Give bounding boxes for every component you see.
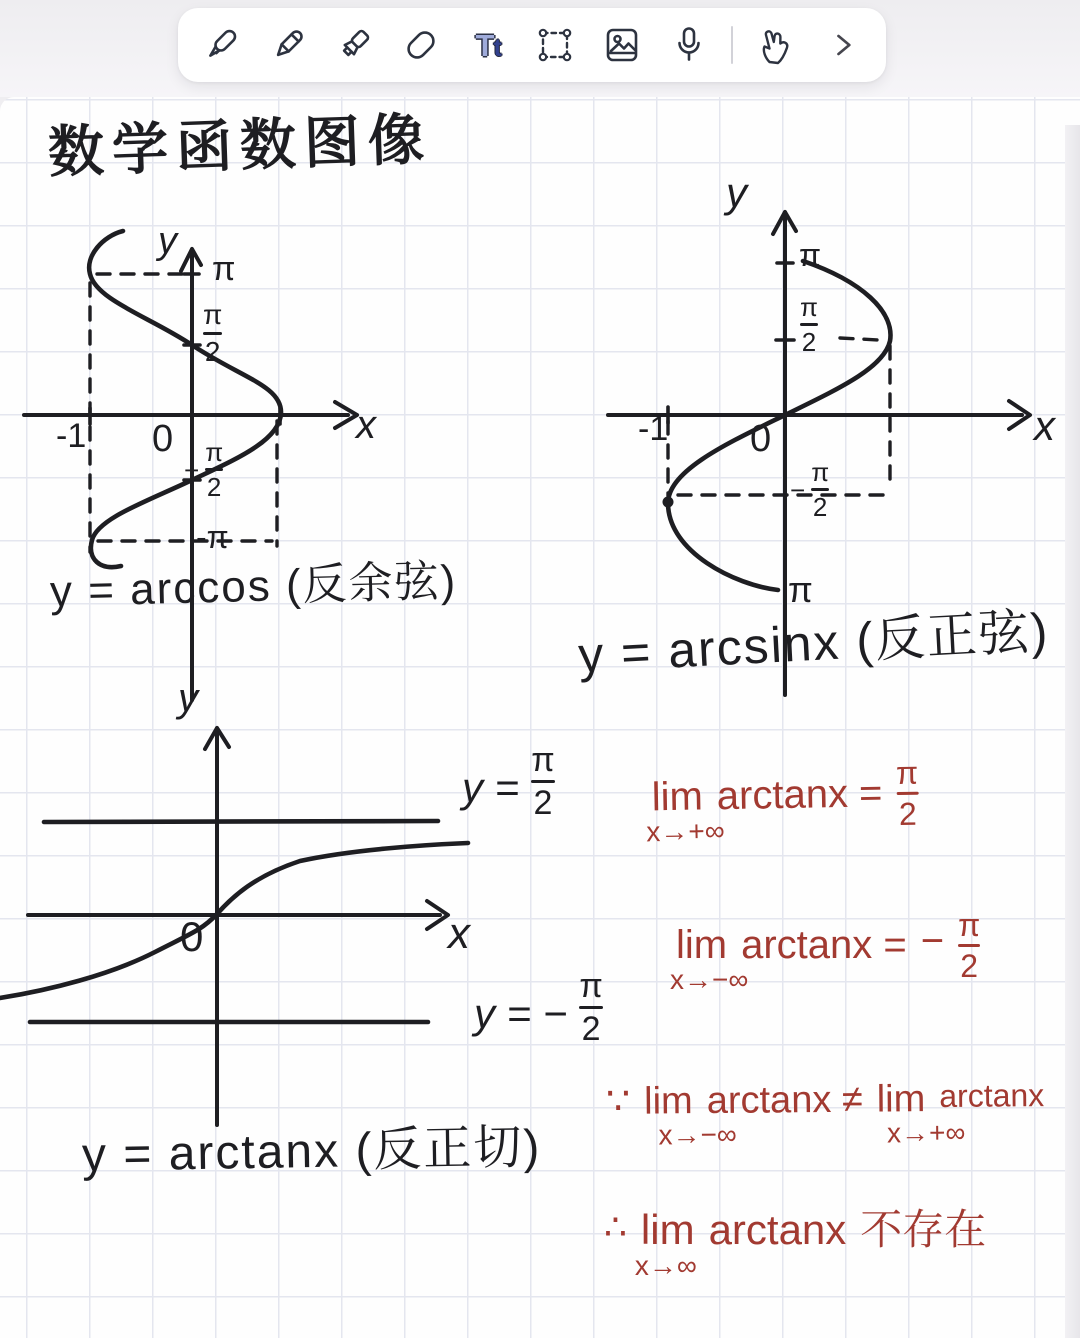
eraser-tool-button[interactable] [397, 21, 445, 69]
arctan-asymptote-top-label: y = $\frac{\pi}{2}$ [462, 741, 555, 822]
highlighter-tool-button[interactable] [330, 21, 378, 69]
image-icon [600, 23, 644, 67]
therefore-symbol: ∴ [604, 1206, 627, 1247]
arctan-graph-strokes [0, 728, 468, 1125]
arcsin-caption: y = arcsinx (反正弦) [576, 602, 1051, 684]
insert-image-button[interactable] [598, 21, 646, 69]
hand-gesture-tool-button[interactable] [752, 21, 800, 69]
chevron-right-icon [825, 27, 861, 63]
lim-operator: lim [651, 774, 704, 820]
arccos-y-axis-label: y [158, 220, 177, 262]
text-tool-icon: Tt [475, 27, 501, 63]
arccos-tick-pi-over-2: π 2 [203, 299, 223, 367]
lim-operator: lim [876, 1078, 926, 1121]
arctan-y-axis-label: y [178, 676, 198, 720]
lim-operator: lim [644, 1080, 693, 1123]
arctan-origin-label: 0 [180, 913, 204, 960]
note-title: 数学函数图像 [47, 107, 433, 184]
arccos-x-axis-label: x [356, 403, 376, 447]
limit-note-pos-infinity: lim x→+∞ arctanx = $\frac{\pi}{2}$ [646, 754, 919, 848]
arccos-tick-neg-pi-over-2: − $\frac{\pi}{2}$ [184, 437, 224, 502]
hand-pointer-icon [754, 23, 798, 67]
limit-subscript: x→+∞ [646, 814, 725, 848]
arctan-asymptote-bottom-label: y = − $\frac{\pi}{2}$ [474, 967, 603, 1048]
arccos-tick-neg-pi: -π [196, 519, 229, 555]
arcsin-tick-pi-top: π [799, 237, 822, 273]
arcsin-tick-neg-pi-over-2: − $\frac{\pi}{2}$ [790, 457, 830, 522]
arccos-origin-label: 0 [152, 418, 174, 460]
microphone-icon [667, 23, 711, 67]
limit-subscript: x→−∞ [658, 1118, 737, 1151]
arcsin-origin-label: 0 [750, 418, 772, 460]
pen-tool-button[interactable] [197, 21, 245, 69]
lasso-select-tool-button[interactable] [531, 21, 579, 69]
lim-operator: lim [676, 923, 728, 967]
page-right-edge [1065, 125, 1080, 1338]
pencil-icon [266, 23, 310, 67]
arctan-caption: y = arctanx (反正切) [81, 1120, 542, 1183]
pencil-tool-button[interactable] [264, 21, 312, 69]
more-tools-button[interactable] [819, 21, 867, 69]
record-audio-button[interactable] [665, 21, 713, 69]
arcsin-tick-neg-1: -1 [638, 410, 669, 448]
does-not-exist-text: 不存在 [860, 1206, 987, 1253]
limit-note-conclusion: ∴ lim x→∞ arctanx 不存在 [604, 1206, 987, 1281]
eraser-icon [399, 23, 443, 67]
limit-note-because-unequal: ∵ lim x→−∞ arctanx ≠ lim x→+∞ arctanx [605, 1077, 1045, 1151]
limit-subscript: x→−∞ [670, 963, 749, 995]
arccos-caption: y = arccos (反余弦) [49, 556, 458, 617]
arcsin-tick-pi-over-2: π 2 [800, 292, 818, 357]
toolbar-divider [731, 26, 733, 64]
pen-icon [199, 23, 243, 67]
arcsin-x-axis-label: x [1034, 402, 1055, 449]
lim-operator: lim [640, 1206, 695, 1253]
fraction-pi-over-2: $\frac{\pi}{2}$ [895, 754, 919, 833]
note-page[interactable] [0, 97, 1080, 1338]
limit-note-neg-infinity: lim x→−∞ arctanx = − $\frac{\pi}{2}$ [670, 907, 981, 995]
because-symbol: ∵ [605, 1080, 631, 1123]
toolbar [178, 8, 886, 82]
arccos-tick-pi: π [212, 250, 236, 288]
arccos-tick-neg-1: -1 [56, 417, 87, 455]
lasso-select-icon [533, 23, 577, 67]
app-header [0, 0, 1080, 97]
fraction-pi-over-2: $\frac{\pi}{2}$ [958, 907, 981, 984]
limit-subscript: x→+∞ [886, 1116, 966, 1149]
text-tool-button[interactable] [464, 21, 512, 69]
arctan-x-axis-label: x [448, 909, 470, 958]
arcsin-tick-pi-bottom: π [788, 569, 813, 610]
highlighter-icon [332, 23, 376, 67]
limit-subscript: x→∞ [634, 1249, 697, 1281]
arcsin-y-axis-label: y [726, 169, 747, 216]
